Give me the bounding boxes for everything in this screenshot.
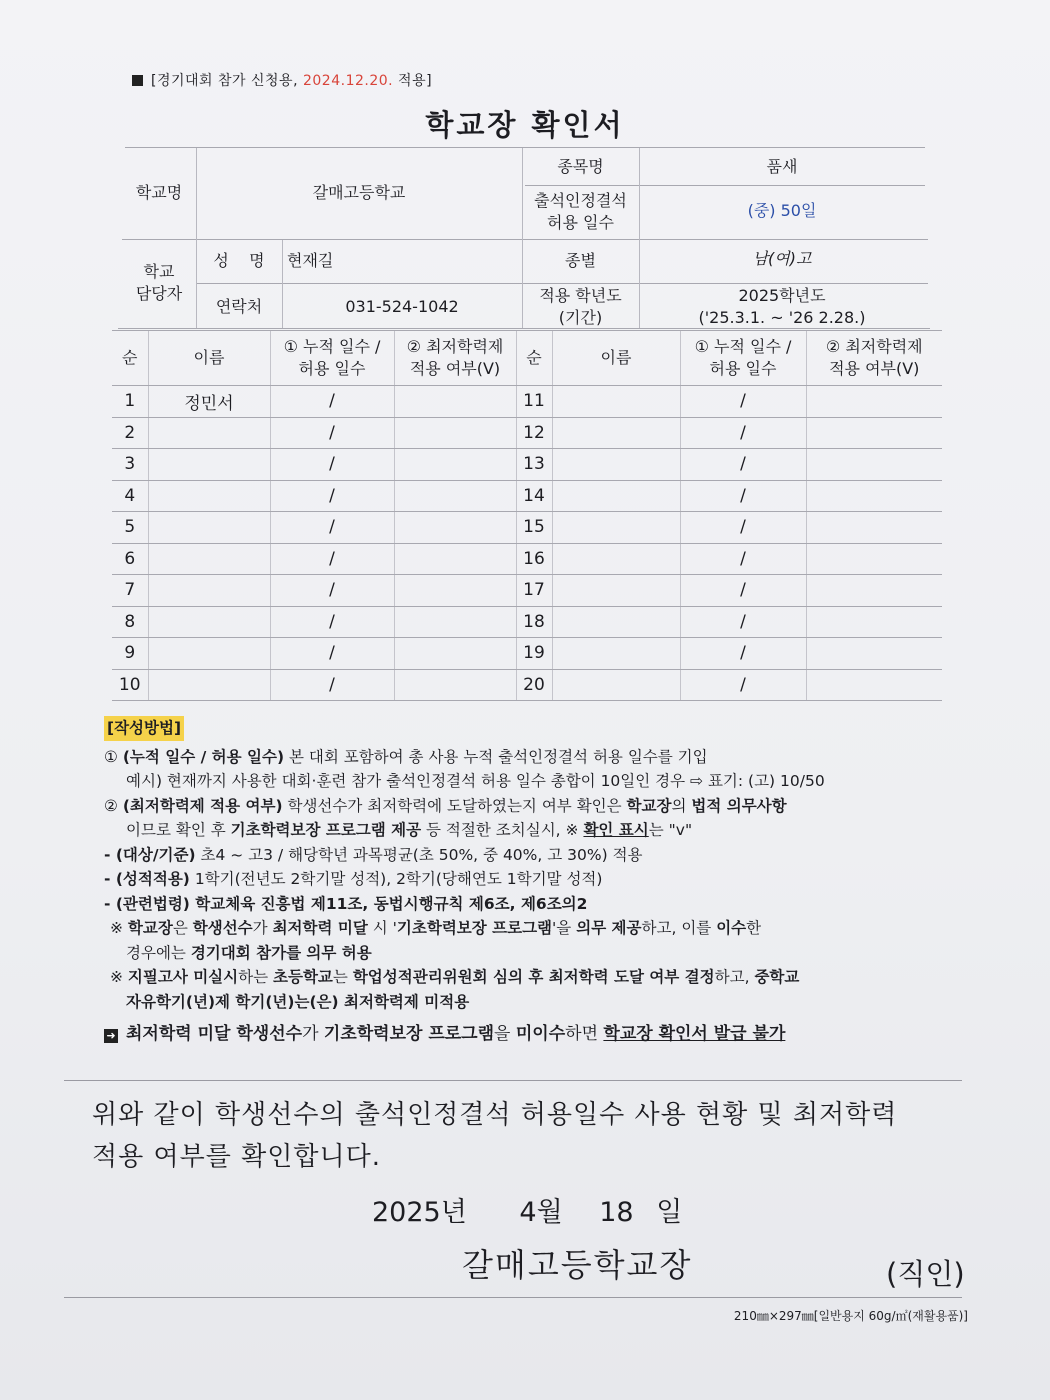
- l8-h: 기초학력보장 프로그램: [396, 919, 553, 937]
- table-row: [112, 417, 942, 449]
- row-number: 2: [112, 417, 148, 449]
- days-cell: /: [680, 638, 806, 670]
- row-number: 15: [516, 512, 552, 544]
- days-cell: /: [270, 480, 394, 512]
- student-name: [148, 480, 270, 512]
- table-row: [112, 386, 942, 418]
- official-seal-label: (직인): [886, 1257, 965, 1291]
- event-label: 종목명: [557, 157, 604, 176]
- student-name: [552, 638, 680, 670]
- col-min-line2: 적용 여부(V): [409, 359, 501, 378]
- allow-label-line2: 허용 일수: [547, 213, 614, 232]
- row-number: 9: [112, 638, 148, 670]
- notice-d: 을: [494, 1024, 516, 1044]
- l6-bold: - (성적적용): [104, 870, 190, 888]
- l10-c: 하는: [238, 968, 274, 986]
- l1-bold: (누적 일수 / 허용 일수): [122, 747, 285, 766]
- allow-label-line1: 출석인정결석: [534, 191, 627, 210]
- instruction-line: [104, 941, 964, 966]
- instruction-example: 예시) 현재까지 사용한 대회·훈련 참가 출석인정결석 허용 일수 총합이 10일인 경우 ⇨ 표기: (고) 10/50: [126, 772, 825, 790]
- student-name: [552, 543, 680, 575]
- min-check-cell: [806, 606, 942, 638]
- student-name: [552, 417, 680, 449]
- l4-bold: 기초학력보장 프로그램 제공: [230, 821, 422, 839]
- student-name: [552, 480, 680, 512]
- min-check-cell: [394, 386, 516, 418]
- col-min2-line2: 적용 여부(V): [829, 359, 920, 378]
- year-value: [639, 285, 925, 329]
- l8-d: 학생선수: [192, 919, 253, 937]
- instruction-line: [104, 867, 964, 892]
- num-2: ②: [104, 796, 123, 815]
- school-value: 갈매고등학교: [312, 183, 406, 202]
- contact-label: 연락처: [215, 297, 263, 316]
- l9-b: 경기대회 참가를 의무 허용: [190, 943, 372, 962]
- table-row: [112, 575, 942, 607]
- student-name: [552, 669, 680, 701]
- event-value: 품새: [766, 157, 798, 176]
- row-number: 20: [516, 669, 552, 701]
- min-check-cell: [394, 638, 516, 670]
- row-number: 19: [516, 638, 552, 670]
- l5-text: 초4 ~ 고3 / 해당학년 과목평균(초 50%, 중 40%, 고 30%) 적용: [195, 845, 643, 864]
- student-name: [552, 449, 680, 481]
- l10-b: 지필고사 미실시: [127, 968, 239, 986]
- days-cell: /: [680, 669, 806, 701]
- student-table: [112, 330, 942, 701]
- notice-line: [104, 1022, 964, 1047]
- arrow-box-icon: ➜: [104, 1029, 118, 1043]
- min-check-cell: [806, 512, 942, 544]
- l4-text: 이므로 확인 후: [126, 821, 231, 839]
- l8-g: 시 ': [367, 919, 397, 937]
- table-row: [112, 449, 942, 481]
- l8-l: 이수: [716, 919, 747, 937]
- l10-e: 는: [332, 968, 353, 986]
- student-name: [148, 449, 270, 481]
- min-check-cell: [394, 606, 516, 638]
- allow-label: [522, 190, 639, 234]
- days-cell: /: [270, 638, 394, 670]
- min-check-cell: [806, 669, 942, 701]
- days-cell: /: [270, 417, 394, 449]
- form-tag-date: 2024.12.20.: [302, 73, 394, 89]
- document-title: 학교장 확인서: [425, 108, 625, 142]
- form-tag-prefix: [경기대회 참가 신청용,: [151, 73, 303, 89]
- instructions-title: [작성방법]: [104, 716, 184, 741]
- date-day: 18 일: [599, 1197, 683, 1228]
- days-cell: /: [270, 669, 394, 701]
- col-no-header: 순: [112, 331, 148, 386]
- l9-a: 경우에는: [126, 943, 191, 962]
- l5-bold: - (대상/기준): [104, 845, 196, 864]
- min-check-cell: [394, 480, 516, 512]
- col-days-header: [270, 331, 394, 386]
- instruction-line: [104, 916, 964, 941]
- min-check-cell: [806, 638, 942, 670]
- paper-spec-footer: 210㎜×297㎜[일반용지 60g/㎡(재활용품)]: [733, 1309, 968, 1323]
- l10-d: 초등학교: [273, 968, 333, 986]
- col-days-line1: ① 누적 일수 /: [283, 337, 381, 356]
- student-name: [552, 606, 680, 638]
- min-check-cell: [806, 480, 942, 512]
- min-check-cell: [806, 386, 942, 418]
- principal-title: 갈매고등학교장: [462, 1246, 693, 1284]
- instruction-line: [104, 843, 964, 868]
- l3-text2: 의: [671, 796, 692, 815]
- row-number: 8: [112, 606, 148, 638]
- student-name: [552, 386, 680, 418]
- student-name: [148, 606, 270, 638]
- row-number: 16: [516, 543, 552, 575]
- year-label: [522, 285, 639, 329]
- min-check-cell: [806, 449, 942, 481]
- notice-b: 가: [302, 1024, 324, 1044]
- student-name: 정민서: [148, 386, 270, 418]
- days-cell: /: [270, 386, 394, 418]
- name-value: 현재길: [287, 251, 334, 270]
- days-cell: /: [680, 512, 806, 544]
- l10-f: 학업성적관리위원회 심의 후 최저학력 도달 여부 결정: [352, 968, 715, 986]
- table-header-row: [112, 331, 942, 386]
- col-name-header-2: 이름: [552, 331, 680, 386]
- instruction-line: [104, 745, 964, 770]
- instruction-line: 자유학기(년)제 학기(년)는(은) 최저학력제 미적용: [126, 992, 470, 1011]
- form-tag: [132, 70, 432, 90]
- manager-label-line1: 학교: [143, 262, 175, 281]
- gender-value: 남(여)고: [752, 249, 812, 268]
- date-month: 4월: [519, 1197, 563, 1228]
- days-cell: /: [680, 575, 806, 607]
- student-name: [148, 638, 270, 670]
- table-row: [112, 669, 942, 701]
- row-number: 5: [112, 512, 148, 544]
- notice-a: 최저학력 미달 학생선수: [126, 1024, 303, 1044]
- student-name: [148, 512, 270, 544]
- row-number: 18: [516, 606, 552, 638]
- instruction-line: [104, 794, 964, 819]
- instructions: [104, 716, 964, 1047]
- row-number: 10: [112, 669, 148, 701]
- row-number: 6: [112, 543, 148, 575]
- table-row: [112, 543, 942, 575]
- notice-e: 미이수: [515, 1024, 566, 1044]
- min-check-cell: [394, 449, 516, 481]
- manager-label: [122, 261, 196, 305]
- row-number: 17: [516, 575, 552, 607]
- l8-a: ※: [110, 919, 128, 937]
- min-check-cell: [394, 417, 516, 449]
- year-value-line2: ('25.3.1. ~ '26 2.28.): [698, 308, 866, 327]
- l8-f: 최저학력 미달: [272, 919, 368, 937]
- row-number: 7: [112, 575, 148, 607]
- l3-text: 학생선수가 최저학력에 도달하였는지 여부 확인은: [282, 796, 627, 815]
- l3-bold2: 학교장: [626, 796, 672, 815]
- l8-j: 의무 제공: [576, 919, 642, 937]
- year-label-line1: 적용 학년도: [539, 286, 622, 305]
- min-check-cell: [806, 575, 942, 607]
- l7-bold: - (관련법령): [104, 894, 190, 913]
- col-min2-line1: ② 최저학력제: [825, 337, 923, 356]
- days-cell: /: [680, 543, 806, 575]
- l4-text3: 는 "v": [648, 821, 693, 839]
- row-number: 11: [516, 386, 552, 418]
- min-check-cell: [806, 417, 942, 449]
- l8-k: 하고, 이를: [641, 919, 717, 937]
- days-cell: /: [680, 449, 806, 481]
- row-number: 4: [112, 480, 148, 512]
- form-tag-suffix: 적용]: [393, 73, 433, 89]
- min-check-cell: [394, 575, 516, 607]
- year-value-line1: 2025학년도: [738, 286, 826, 305]
- row-number: 13: [516, 449, 552, 481]
- student-name: [148, 669, 270, 701]
- l3-bold: (최저학력제 적용 여부): [122, 796, 283, 815]
- row-number: 1: [112, 386, 148, 418]
- l8-c: 은: [172, 919, 193, 937]
- confirmation-line2: 적용 여부를 확인합니다.: [92, 1142, 381, 1172]
- min-check-cell: [806, 543, 942, 575]
- l8-i: '을: [552, 919, 577, 937]
- days-cell: /: [270, 575, 394, 607]
- square-bullet-icon: [132, 75, 143, 86]
- school-label: 학교명: [135, 183, 183, 202]
- min-check-cell: [394, 669, 516, 701]
- col-days-line2: 허용 일수: [298, 359, 366, 378]
- col-days-header-2: [680, 331, 806, 386]
- col-name-header: 이름: [148, 331, 270, 386]
- instruction-line: [104, 965, 964, 990]
- notice-g: 학교장 확인서 발급 불가: [603, 1024, 786, 1044]
- l10-h: 중학교: [754, 968, 800, 986]
- instruction-line: [104, 818, 964, 843]
- row-number: 14: [516, 480, 552, 512]
- student-name: [148, 417, 270, 449]
- row-number: 12: [516, 417, 552, 449]
- col-min-header: [394, 331, 516, 386]
- l8-b: 학교장: [127, 919, 173, 937]
- student-name: [552, 575, 680, 607]
- date-year: 2025년: [372, 1197, 467, 1228]
- table-row: [112, 480, 942, 512]
- l3-bold3: 법적 의무사항: [691, 796, 787, 815]
- l7-text: 학교체육 진흥법 제11조, 동법시행규칙 제6조, 제6조의2: [189, 894, 588, 913]
- row-number: 3: [112, 449, 148, 481]
- days-cell: /: [270, 606, 394, 638]
- col-days2-line2: 허용 일수: [709, 359, 777, 378]
- l8-m: 한: [746, 919, 762, 937]
- allow-value: (중) 50일: [747, 201, 817, 220]
- l4-bold2: 확인 표시: [583, 821, 649, 839]
- col-days2-line1: ① 누적 일수 /: [694, 337, 792, 356]
- days-cell: /: [270, 512, 394, 544]
- contact-value: 031-524-1042: [345, 297, 459, 316]
- student-name: [148, 575, 270, 607]
- l10-a: ※: [110, 968, 128, 986]
- notice-f: 하면: [565, 1024, 604, 1044]
- confirmation-line1: 위와 같이 학생선수의 출석인정결석 허용일수 사용 현황 및 최저학력: [92, 1100, 898, 1130]
- name-label: 성 명: [213, 251, 265, 270]
- col-min-header-2: [806, 331, 942, 386]
- days-cell: /: [680, 386, 806, 418]
- table-body: [112, 386, 942, 701]
- days-cell: /: [270, 543, 394, 575]
- student-name: [552, 512, 680, 544]
- col-no-header-2: 순: [516, 331, 552, 386]
- days-cell: /: [680, 480, 806, 512]
- min-check-cell: [394, 543, 516, 575]
- student-name: [148, 543, 270, 575]
- l1-text: 본 대회 포함하여 총 사용 누적 출석인정결석 허용 일수를 기입: [284, 747, 708, 766]
- l4-text2: 등 적절한 조치실시, ※: [421, 821, 584, 839]
- days-cell: /: [680, 606, 806, 638]
- min-check-cell: [394, 512, 516, 544]
- issue-date: [372, 1190, 682, 1229]
- notice-c: 기초학력보장 프로그램: [323, 1024, 495, 1044]
- confirmation-text: [92, 1094, 972, 1178]
- num-1: ①: [104, 747, 123, 766]
- days-cell: /: [680, 417, 806, 449]
- gender-label: 종별: [565, 251, 596, 270]
- l6-text: 1학기(전년도 2학기말 성적), 2학기(당해연도 1학기말 성적): [189, 870, 603, 888]
- year-label-line2: (기간): [558, 308, 603, 327]
- col-min-line1: ② 최저학력제: [406, 337, 504, 356]
- divider: [64, 1080, 962, 1081]
- days-cell: /: [270, 449, 394, 481]
- l8-e: 가: [252, 919, 273, 937]
- table-row: [112, 638, 942, 670]
- table-row: [112, 512, 942, 544]
- instruction-line: [104, 892, 964, 917]
- footer-divider: [64, 1297, 962, 1298]
- table-row: [112, 606, 942, 638]
- l10-g: 하고,: [714, 968, 755, 986]
- manager-label-line2: 담당자: [135, 284, 183, 303]
